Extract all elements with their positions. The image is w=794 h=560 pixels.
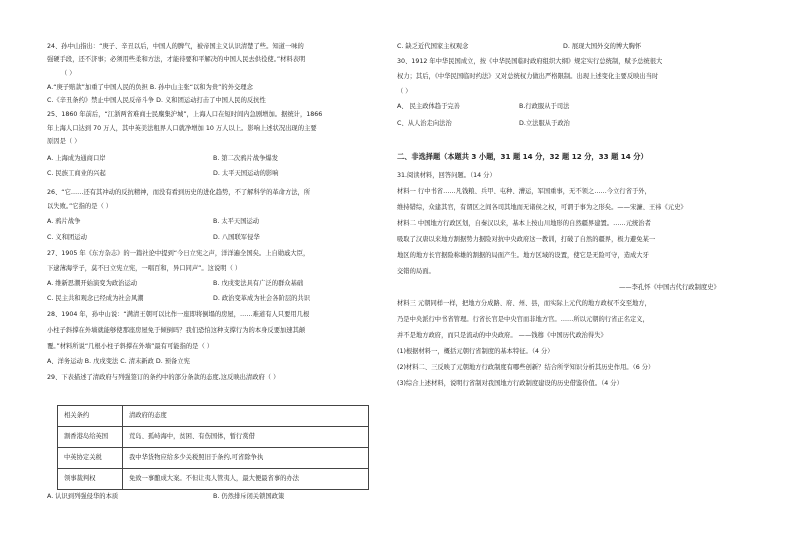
table-cell-attitude: 我中华货物应给多少关税照旧于条约,可省除争执	[123, 448, 369, 469]
q29-table	[57, 405, 369, 490]
q31-stem: 31.阅读材料，回答问题。（14 分）	[397, 172, 496, 179]
q25-option-b: B. 第二次鸦片战争爆发	[213, 155, 278, 162]
q26-option-a: A. 鸦片战争	[47, 218, 81, 225]
q25-option-c: C. 民族工商业的兴起	[47, 170, 106, 177]
q27-stem-line2: 下逮薄海学子，莫不曰立宪立宪，一唱百和，异口同声”。这说明（ ）	[47, 265, 242, 272]
q29-option-b: B. 仍然排斥闭关锁国政策	[213, 493, 285, 500]
table-header-treaty: 相关条约	[58, 406, 123, 427]
q27-option-b: B. 戊戌变法具有广泛的群众基础	[213, 280, 304, 287]
table-cell-treaty: 割香港岛给英国	[58, 427, 123, 448]
q26-option-d: D. 八国联军侵华	[213, 234, 260, 241]
q30-stem-line2: 权力；其后，《中华民国临时约法》又对总统权力做出严格限制。出现上述变化主要反映出当时	[397, 73, 659, 80]
q26-stem-line2: 以失败。”它指的是（ ）	[47, 203, 113, 210]
q31-material2-line3: 地区的地方长官据险称雄的割据的局面产生。地方区域的设置，使它是无险可守，造成大牙	[397, 252, 649, 259]
q24-stem-line2: 强硬手段，还不济事；必须用些柔和方法，才能待要和平解决的中国人民去供役使。”材料表明	[47, 56, 306, 63]
q27-option-a: A. 维新思潮开始演变为政治运动	[47, 280, 138, 287]
q31-material3-line3: 并不是地方政府，而只是流动的中央政府。 ——钱穆《中国历代政治得失》	[397, 332, 607, 339]
q24-stem-line1: 24、孙中山指出：“庚子、辛丑以后，中国人的脾气，被帝国主义认识清楚了些。知道一味的	[47, 43, 304, 50]
q31-sub2: (2)材料二、三反映了元朝地方行政制度有哪些创新？结合所学知识分析其历史作用。（6 分）	[397, 364, 655, 371]
table-row	[58, 448, 369, 469]
q28-stem-line3: 覆。”材料所说“几根小柱子斜撑在外墙”最有可能指的是（ ）	[47, 343, 214, 350]
q26-option-b: B. 太平天国运动	[213, 218, 260, 225]
q24-stem-line3: （ ）	[61, 70, 76, 77]
q30-option-b: B.行政服从于司法	[519, 103, 570, 110]
table-row	[58, 427, 369, 448]
section-heading: 二、非选择题（本题共 3 小题，31 题 14 分，32 题 12 分，33 题 14 分）	[397, 152, 648, 161]
q31-material2-line1: 材料二 中国地方行政区划，自秦汉以来，基本上按山川地形的自然疆界建置。……元统治者	[397, 220, 651, 227]
q25-stem-line3: 原因是（ ）	[47, 138, 81, 145]
q30-option-c: C、从人治走向法治	[397, 120, 452, 127]
q31-material2-line4: 交错的局面。	[397, 268, 435, 275]
q31-material3-line2: 乃是中央派行中书省管理。行省长官是中央官而非地方官。……所以元朝的行省正名定义，	[397, 316, 649, 323]
q25-stem-line1: 25、1860 年前后，“江浙两省难商士民麇集沪城”，上海人口在短时间内急剧增加。据统计，1866	[47, 111, 323, 118]
table-row	[58, 469, 369, 490]
q24-option-a-b: A.“庚子赔款”加重了中国人民的负担 B. 孙中山主张“以和为贵”的外交理念	[47, 84, 253, 91]
q25-option-a: A. 上海成为通商口岸	[47, 155, 106, 162]
q31-material1-line1: 材料一 行中书省……凡钱粮、兵甲、屯种、漕运，军国重事，无不领之……今立行省于外，	[397, 188, 651, 195]
q29-option-d: D. 展现大国外交的博大胸怀	[563, 43, 642, 50]
q30-stem-line3: （ ）	[397, 88, 412, 95]
table-cell-treaty: 中英协定关税	[58, 448, 123, 469]
q24-option-c-d: C.《辛丑条约》禁止中国人民反帝斗争 D. 义和团运动打击了中国人民的反抗性	[47, 97, 266, 104]
q30-stem-line1: 30、1912 年中华民国成立，按《中华民国临时政府组织大纲》规定实行总统制，赋予总统很大	[397, 58, 663, 65]
table-header-attitude: 清政府的态度	[123, 406, 369, 427]
table-header-row	[58, 406, 369, 427]
q29-option-a: A. 认识到列强侵华的本质	[47, 493, 119, 500]
q28-stem-line2: 小柱子斜撑在外墙就能够使那座房屋免于倾倒吗？我们恐怕这种支撑行为的本身反要加速其颠	[47, 327, 306, 334]
q25-stem-line2: 年上海人口达到 70 万人，其中英美法租界人口就净增加 10 万人以上。影响上述状况出现的主要	[47, 125, 317, 132]
q25-option-d: D. 太平天国运动的影响	[213, 170, 279, 177]
q28-stem-line1: 28、1904 年，孙中山说：“满清王朝可以比作一座即将倒塌的房屋，……难道有人只要用几根	[47, 311, 310, 318]
q26-stem-line1: 26、“它……还有其冲动的反抗精神，而没有看到历史的进化趋势，不了解科学的革命方法，所	[47, 189, 311, 196]
q28-options: A、洋务运动 B. 戊戌变法 C. 清末新政 D. 预备立宪	[47, 358, 190, 365]
q27-option-d: D. 政治变革成为社会各阶层的共识	[213, 295, 311, 302]
table-cell-attitude: 荒岛、孤峙海中，贫困、有伤国体，暂行赏借	[123, 427, 369, 448]
table-cell-attitude: 免致一事酿成大案。不但让夷人管夷人，最大便最省事的办法	[123, 469, 369, 490]
q26-option-c: C. 义和团运动	[47, 234, 87, 241]
q31-material2-source: ——李孔怀《中国古代行政制度史》	[619, 284, 720, 291]
q29-option-c: C. 缺乏近代国家主权观念	[397, 43, 469, 50]
q31-sub1: (1)根据材料一，概括元朝行省制度的基本特征。（4 分）	[397, 348, 554, 355]
q31-material1-line2: 维持错综，众建其官，有谓区之间各司其地而无诸侯之权，可谓于事为之形矣。——宋濂、王祎《元史》	[397, 204, 687, 211]
table-cell-treaty: 领事裁判权	[58, 469, 123, 490]
q30-option-a: A、 民主政体趋于完善	[397, 103, 460, 110]
q31-sub3: (3)综合上述材料，说明行省制对我国地方行政制度建设的历史借鉴价值。（4 分）	[397, 380, 623, 387]
q31-material2-line2: 吸取了汉唐以来地方割据势力据险对抗中央政府这一教训，打破了自然的疆界，极力避免某一	[397, 236, 656, 243]
q31-material3-line1: 材料三 元朝同样一样，把地方分成路、府、州、县，而实际上元代的地方政权不交至地方，	[397, 300, 651, 307]
q27-stem-line1: 27、1905 年《东方杂志》的一篇社论中提到“今日立宪之声，洋洋遍全国矣。上自勋戚大臣，	[47, 250, 310, 257]
q30-option-d: D.立法服从于政治	[519, 120, 570, 127]
q29-stem: 29、下表描述了清政府与列强签订的条约中的部分条款的态度,这反映出清政府（ ）	[47, 374, 280, 381]
q27-option-c: C. 民主共和观念已经成为社会风潮	[47, 295, 144, 302]
